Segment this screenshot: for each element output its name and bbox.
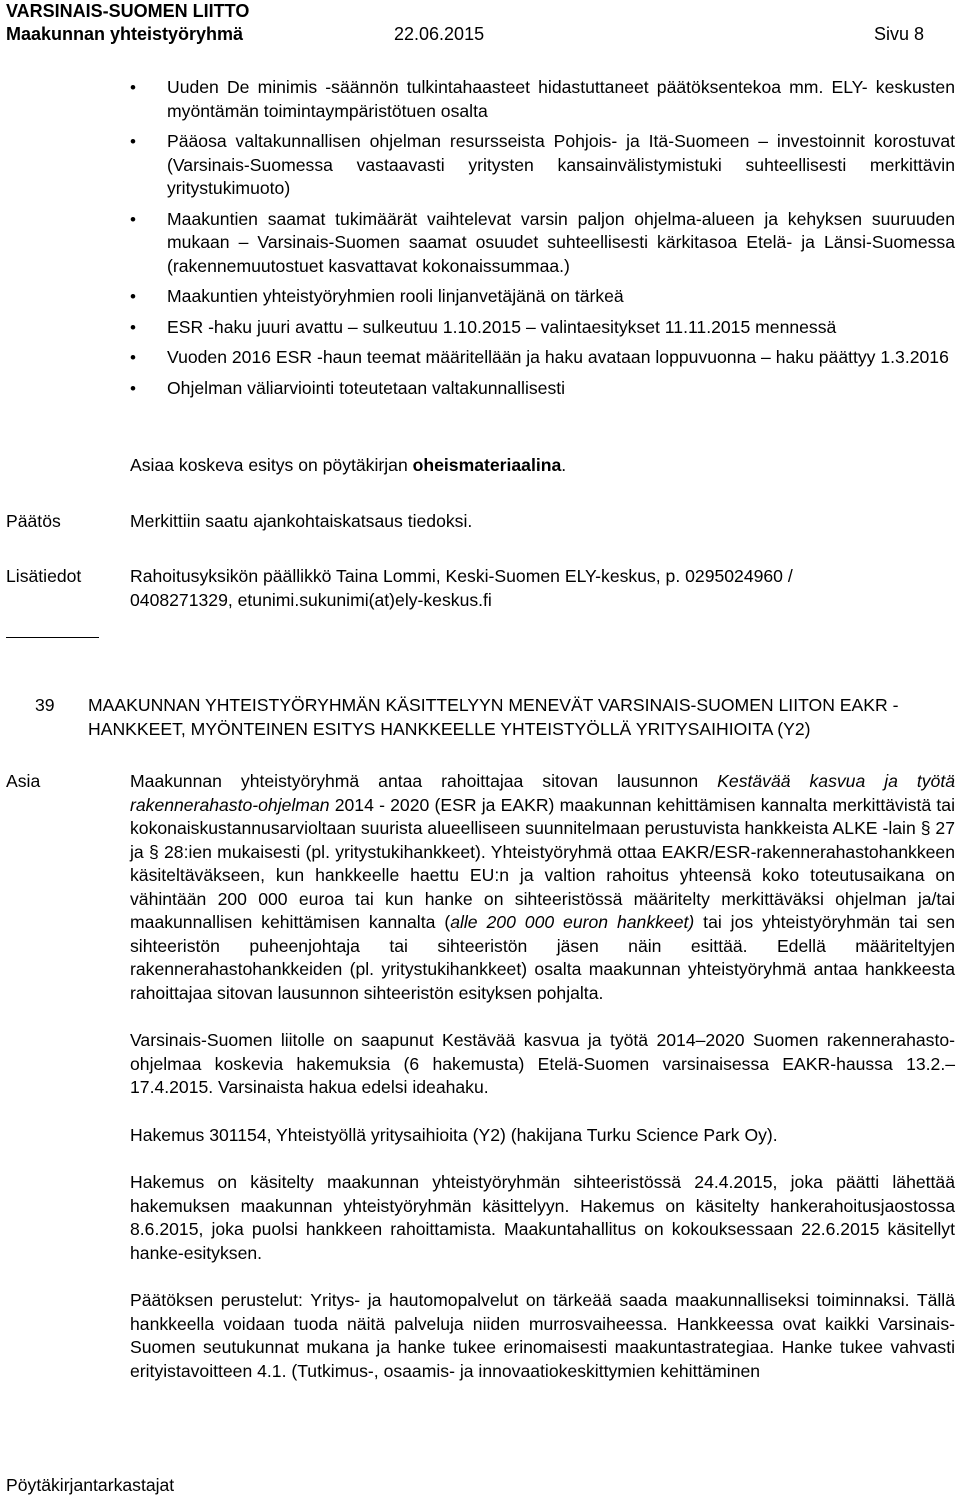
group-name: Maakunnan yhteistyöryhmä <box>6 24 244 44</box>
section-sign: § <box>920 818 931 838</box>
page-header <box>6 23 924 45</box>
meeting-date: 22.06.2015 <box>394 24 485 44</box>
paragraph-5: Päätöksen perustelut: Yritys- ja hautomopalvelut on tärkeää saada maakunnalliseksi toiminnaksi. Tällä hankkeella voidaan tuoda näitä palveluja niiden murrosvaiheessa. Hankkeessa ovat kaikki Varsinais-Suomen seutukunnat mukana ja hanke tukee erinomaisesti maakuntastrategiaa. Hanke tukee vahvasti erityistavoitteen 4.1. (Tutkimus-, osaamis- ja innovaatiokeskittymien kehittäminen <box>130 1290 955 1381</box>
programme-name: Kestävää kasvua ja työtä rakennerahasto-ohjelman <box>130 771 955 815</box>
attachment-bold: oheismateriaalina <box>412 455 562 475</box>
paragraph-3: Hakemus 301154, Yhteistyöllä yritysaihioita (Y2) (hakijana Turku Science Park Oy). <box>130 1124 778 1145</box>
attachment-end: . <box>561 455 567 475</box>
list-item: • ESR -haku juuri avattu – sulkeutuu 1.10.2015 – valintaesitykset 11.11.2015 mennessä <box>0 316 955 340</box>
section-title: MAAKUNNAN YHTEISTYÖRYHMÄN KÄSITTELYYN MENEVÄT VARSINAIS-SUOMEN LIITON EAKR -HANKKEET, MYÖNTEINEN ESITYS HANKKEELLE YHTEISTYÖLLÄ YRITYSAIHIOITA (Y2) <box>88 695 899 739</box>
attachment-note <box>130 454 955 478</box>
organization-name: VARSINAIS-SUOMEN LIITTO <box>6 1 250 21</box>
p1-text-c: 2014 - 2020 (ESR ja EAKR) maakunnan kehittämisen kannalta merkittävistä tai kokonaiskustannusarvioltaan suurista alueelliseen suunnitelmaan perustuvista hankkeista ALKE -lain <box>130 794 955 838</box>
p1-text-g: tai jos yhteistyöryhmän tai sen sihteeristön puheenjohtaja tai sihteeristön jäsen näin esittää. Edellä määriteltyjen rakennerahastohankkeiden (pl. yritystukihankkeet) osalta maakunnan yhteistyöryhmä antaa hankkeesta rahoittajaa sitovan lausunnon sihteeristön esityksen pohjalta. <box>130 912 955 1003</box>
decision-text: Merkittiin saatu ajankohtaiskatsaus tiedoksi. <box>130 511 473 531</box>
page-number: Sivu 8 <box>873 24 924 44</box>
section-sign: § <box>148 841 159 862</box>
list-item: • Pääosa valtakunnallisen ohjelman resursseista Pohjois- ja Itä-Suomeen – investoinnit korostuvat (Varsinais-Suomessa vastaavasti yritysten kansainvälistymistuki suhteellisesti merkittävin yritystukimuoto) <box>0 130 955 201</box>
separator-line <box>6 637 99 638</box>
subject-body <box>130 770 955 1407</box>
attachment-text: Asiaa koskeva esitys on pöytäkirjan <box>130 455 413 475</box>
info-label: Lisätiedot <box>6 566 82 586</box>
bullet-list <box>0 76 955 407</box>
list-item: • Ohjelman väliarviointi toteutetaan valtakunnallisesti <box>0 377 955 401</box>
p1-text-e: 28:ien mukaisesti (pl. yritystukihankkeet). Yhteistyöryhmä ottaa EAKR/ESR-rakennerahastohankkeen käsiteltäväkseen, kun hankkeelle haettu EU:n ja valtion rahoitus yhteensä koko toteutusaikana on vähintään 200 000 euroa tai kun hanke on sihteeristössä määritelty merkittäväksi ohjelman ja/tai maakunnallisen kehittämisen kannalta ( <box>130 841 955 932</box>
decision-label: Päätös <box>6 511 61 531</box>
paragraph-2: Varsinais-Suomen liitolle on saapunut Kestävää kasvua ja työtä 2014–2020 Suomen rakennerahasto-ohjelmaa koskevia hakemuksia (6 hakemusta) Etelä-Suomen varsinaisessa EAKR-haussa 13.2.– 17.4.2015. Varsinaista hakua edelsi ideahaku. <box>130 1030 955 1097</box>
list-item: • Uuden De minimis -säännön tulkintahaasteet hidastuttaneet päätöksentekoa mm. ELY- keskusten myöntämän toimintaympäristötuen osalta <box>0 76 955 123</box>
info-text <box>130 565 955 612</box>
paragraph-1 <box>130 770 955 1005</box>
info-line-2: 0408271329, etunimi.sukunimi(at)ely-keskus.fi <box>130 589 492 610</box>
p1-text-a: Maakunnan yhteistyöryhmä antaa rahoittajaa sitovan lausunnon <box>130 771 718 791</box>
p1-text-d: 27 ja <box>130 818 955 862</box>
paragraph-4: Hakemus on käsitelty maakunnan yhteistyöryhmän sihteeristössä 24.4.2015, joka päätti lähettää hakemuksen maakunnan yhteistyöryhmän käsittelyyn. Hakemus on käsitelty hankerahoitusjaostossa 8.6.2015, joka puolsi hankkeen rahoittamista. Maakuntahallitus on kokouksessaan 22.6.2015 käsitellyt hanke-esityksen. <box>130 1172 955 1263</box>
list-item: • Vuoden 2016 ESR -haun teemat määritellään ja haku avataan loppuvuonna – haku päättyy 1.3.2016 <box>0 346 955 370</box>
subject-label: Asia <box>6 771 41 791</box>
p1-italic-note: alle 200 000 euron hankkeet) <box>450 912 695 932</box>
info-line-1: Rahoitusyksikön päällikkö Taina Lommi, Keski-Suomen ELY-keskus, p. 0295024960 / <box>130 566 793 586</box>
list-item: • Maakuntien yhteistyöryhmien rooli linjanvetäjänä on tärkeä <box>0 285 955 309</box>
section-number: 39 <box>35 695 55 715</box>
footer-label: Pöytäkirjantarkastajat <box>6 1475 175 1495</box>
list-item: • Maakuntien saamat tukimäärät vaihtelevat varsin paljon ohjelma-alueen ja kehyksen suuruuden mukaan – Varsinais-Suomen saamat osuudet suhteellisesti kärkitasoa Etelä- ja Länsi-Suomessa (rakennemuutostuet kasvattavat kokonaissummaa.) <box>0 208 955 279</box>
